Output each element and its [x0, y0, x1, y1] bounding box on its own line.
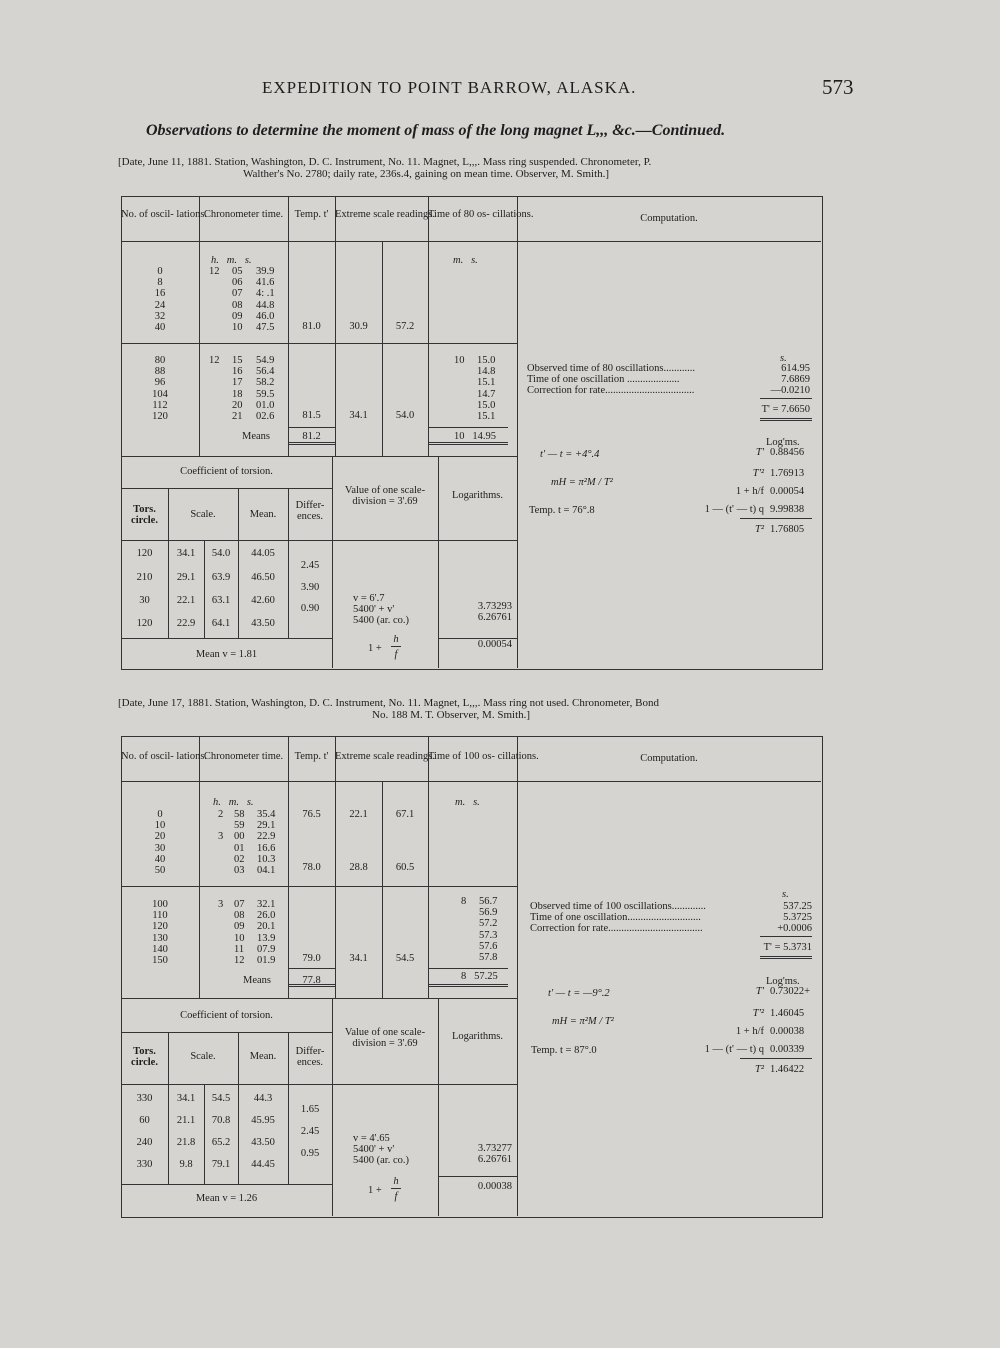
- log-value: 1.76913: [770, 468, 805, 479]
- torsion-circle: 60: [139, 1115, 150, 1126]
- means-label: Means: [242, 431, 270, 442]
- one-oscillation-label: Time of one oscillation ....................: [527, 374, 680, 385]
- section-meta-line2: No. 188 M. T. Observer, M. Smith.]: [372, 709, 531, 721]
- eq-mh: mH = π²M / T²: [551, 477, 613, 488]
- torsion-col-circle: Tors. circle.: [131, 504, 158, 527]
- observed-time-value: 614.95: [781, 363, 810, 374]
- temp-block2: 81.5: [302, 410, 321, 421]
- ext2-block1: 67.1: [395, 809, 415, 820]
- minutes-block1: 05 06 07 08 09 10: [232, 266, 243, 334]
- scale-v: v = 4'.65: [353, 1133, 390, 1144]
- frac-num: h: [393, 1176, 399, 1187]
- unit-hms: h. m. s.: [211, 255, 252, 266]
- torsion-scale2: 63.1: [211, 595, 231, 606]
- log-value: 0.00339: [770, 1044, 805, 1055]
- torsion-diff: 2.45: [300, 1126, 320, 1137]
- log-term: 1 — (t' — t) q: [704, 1044, 764, 1055]
- t-prime-value: T' = 7.6650: [761, 404, 810, 415]
- ext1-block1: 30.9: [349, 321, 368, 332]
- torsion-scale2: 63.9: [211, 572, 231, 583]
- header-extreme: Extreme scale readings.: [335, 751, 435, 762]
- page-subtitle: Observations to determine the moment of mass of the long magnet L,,, &c.—Continued.: [146, 122, 726, 139]
- torsion-scale1: 34.1: [176, 1093, 196, 1104]
- means-label: Means: [243, 975, 271, 986]
- header-time-oscillations: Time of 100 os- cillations.: [428, 751, 539, 762]
- minutes-block2: 07 08 09 10 11 12: [234, 899, 245, 967]
- torsion-col-circle: Tors. circle.: [131, 1046, 158, 1069]
- log-value: 9.99838: [770, 504, 805, 515]
- osc-block2: 80 88 96 104 112 120: [152, 355, 168, 423]
- torsion-scale1: 22.1: [176, 595, 196, 606]
- torsion-circle: 120: [136, 548, 153, 559]
- means-time: 10 14.95: [454, 431, 496, 442]
- torsion-scale2: 70.8: [211, 1115, 231, 1126]
- torsion-diff: 3.90: [300, 582, 320, 593]
- header-oscillations: No. of oscil- lations.: [121, 751, 208, 762]
- one-plus: 1 +: [368, 643, 382, 654]
- minutes-block1: 58 59 00 01 02 03: [234, 809, 245, 877]
- time-minutes-block2: 8: [461, 896, 467, 907]
- torsion-diff: 0.95: [300, 1148, 320, 1159]
- torsion-scale2: 54.5: [211, 1093, 231, 1104]
- torsion-diff: 2.45: [300, 560, 320, 571]
- frac-den: f: [394, 1191, 398, 1202]
- log-value: 0.88456: [770, 447, 805, 458]
- log-value: 3.73277: [477, 1143, 512, 1154]
- eq-temp: Temp. t = 87°.0: [531, 1045, 597, 1056]
- seconds-unit: s.: [780, 353, 787, 364]
- torsion-col-diff: Differ- ences.: [295, 500, 325, 523]
- ext2-block2: 54.0: [395, 410, 415, 421]
- unit-hms: h. m. s.: [213, 797, 254, 808]
- header-temp: Temp. t': [294, 751, 329, 762]
- torsion-mean-v: Mean v = 1.26: [195, 1193, 258, 1204]
- eq-temp-diff: t' — t = +4°.4: [540, 449, 600, 460]
- torsion-diff: 1.65: [300, 1104, 320, 1115]
- torsion-mean: 43.50: [251, 1137, 275, 1148]
- header-chronometer: Chronometer time.: [203, 209, 284, 220]
- log-term: T': [755, 986, 764, 997]
- torsion-circle: 330: [136, 1159, 153, 1170]
- torsion-scale2: 64.1: [211, 618, 231, 629]
- torsion-title: Coefficient of torsion.: [180, 466, 273, 477]
- logms-head: Log'ms.: [766, 976, 800, 987]
- observed-time-value: 537.25: [783, 901, 812, 912]
- torsion-mean-v: Mean v = 1.81: [195, 649, 258, 660]
- unit-ms: m. s.: [453, 255, 478, 266]
- seconds-block1: 35.4 29.1 22.9 16.6 10.3 04.1: [257, 809, 276, 877]
- correction-value: —0.0210: [770, 385, 810, 396]
- log-value: 0.00038: [770, 1026, 805, 1037]
- time-minutes-block2: 10: [454, 355, 465, 366]
- torsion-scale1: 22.9: [176, 618, 196, 629]
- torsion-circle: 210: [136, 572, 153, 583]
- torsion-mean: 43.50: [251, 618, 275, 629]
- seconds-block2: 32.1 26.0 20.1 13.9 07.9 01.9: [257, 899, 276, 967]
- torsion-scale1: 9.8: [179, 1159, 193, 1170]
- section-meta-line1: [Date, June 11, 1881. Station, Washington, D. C. Instrument, No. 11. Magnet, L,,,. Mass ring suspended. Chronometer, P.: [118, 156, 652, 168]
- log-value: 3.73293: [477, 601, 512, 612]
- t-prime-value: T' = 5.3731: [763, 942, 812, 953]
- temp-block2: 79.0: [302, 953, 321, 964]
- logs-head: Logarithms.: [451, 1031, 504, 1042]
- means-temp: 81.2: [302, 431, 321, 442]
- torsion-circle: 330: [136, 1093, 153, 1104]
- hours-block2: 12: [209, 355, 220, 366]
- means-time: 8 57.25: [461, 971, 498, 982]
- osc-block2: 100 110 120 130 140 150: [152, 899, 168, 967]
- running-title: EXPEDITION TO POINT BARROW, ALASKA.: [262, 78, 637, 97]
- torsion-col-mean: Mean.: [249, 1051, 277, 1062]
- log-term: 1 — (t' — t) q: [704, 504, 764, 515]
- torsion-scale2: 79.1: [211, 1159, 231, 1170]
- hours-block1: 12: [209, 266, 220, 277]
- section-meta-line1: [Date, June 17, 1881. Station, Washington, D. C. Instrument, No. 11. Magnet, L,,,. Mass ring not used. Chronometer, Bond: [118, 697, 659, 709]
- temp-block1: 76.5: [302, 809, 321, 820]
- log-term: T'²: [752, 1008, 764, 1019]
- log-term: 1 + h/f: [735, 1026, 764, 1037]
- one-plus: 1 +: [368, 1185, 382, 1196]
- one-oscillation-value: 5.3725: [783, 912, 812, 923]
- osc-block1: 0 8 16 24 32 40: [154, 266, 166, 334]
- log-value: 1.76805: [770, 524, 805, 535]
- frac-den: f: [394, 649, 398, 660]
- ext1-block2: 34.1: [349, 953, 368, 964]
- observed-time-label: Observed time of 100 oscillations.............: [530, 901, 706, 912]
- logs-head: Logarithms.: [451, 490, 504, 501]
- logms-head: Log'ms.: [766, 437, 800, 448]
- torsion-mean: 44.45: [251, 1159, 275, 1170]
- eq-temp: Temp. t = 76°.8: [529, 505, 595, 516]
- torsion-circle: 240: [136, 1137, 153, 1148]
- scale-expr1: 5400' + v': [353, 1144, 395, 1155]
- torsion-mean: 44.3: [253, 1093, 273, 1104]
- torsion-mean: 46.50: [251, 572, 275, 583]
- torsion-circle: 30: [139, 595, 150, 606]
- scale-division-head: Value of one scale- division = 3'.69: [344, 485, 426, 508]
- log-term: T'²: [752, 468, 764, 479]
- osc-block1: 0 10 20 30 40 50: [154, 809, 166, 877]
- header-time-oscillations: Time of 80 os- cillations.: [428, 209, 534, 220]
- header-chronometer: Chronometer time.: [203, 751, 284, 762]
- time-seconds-block2: 15.0 14.8 15.1 14.7 15.0 15.1: [477, 355, 496, 423]
- seconds-block2: 54.9 56.4 58.2 59.5 01.0 02.6: [256, 355, 275, 423]
- ext2-block1: 57.2: [395, 321, 415, 332]
- scale-expr2: 5400 (ar. co.): [353, 615, 409, 626]
- time-seconds-block2: 56.7 56.9 57.2 57.3 57.6 57.8: [479, 896, 498, 964]
- torsion-col-diff: Differ- ences.: [295, 1046, 325, 1069]
- eq-mh: mH = π²M / T²: [552, 1016, 614, 1027]
- torsion-mean: 45.95: [251, 1115, 275, 1126]
- temp-block1: 81.0: [302, 321, 321, 332]
- torsion-col-scale: Scale.: [190, 509, 216, 520]
- torsion-title: Coefficient of torsion.: [180, 1010, 273, 1021]
- torsion-mean: 44.05: [251, 548, 275, 559]
- log-term: T': [755, 447, 764, 458]
- torsion-scale2: 54.0: [211, 548, 231, 559]
- ext2b-block1: 60.5: [395, 862, 415, 873]
- ext1b-block1: 28.8: [349, 862, 368, 873]
- minutes-block2: 15 16 17 18 20 21: [232, 355, 243, 423]
- scale-expr2: 5400 (ar. co.): [353, 1155, 409, 1166]
- log-value: 1.46422: [770, 1064, 805, 1075]
- header-extreme: Extreme scale readings.: [335, 209, 435, 220]
- one-oscillation-label: Time of one oscillation............................: [530, 912, 701, 923]
- seconds-unit: s.: [782, 889, 789, 900]
- correction-label: Correction for rate....................................: [530, 923, 703, 934]
- torsion-scale1: 21.8: [176, 1137, 196, 1148]
- correction-label: Correction for rate..................................: [527, 385, 695, 396]
- torsion-scale1: 21.1: [176, 1115, 196, 1126]
- torsion-diff: 0.90: [300, 603, 320, 614]
- torsion-mean: 42.60: [251, 595, 275, 606]
- observed-time-label: Observed time of 80 oscillations............: [527, 363, 695, 374]
- torsion-scale1: 34.1: [176, 548, 196, 559]
- hours-block1: 2 3: [218, 809, 224, 843]
- eq-temp-diff: t' — t = —9°.2: [548, 988, 610, 999]
- ext1-block1: 22.1: [349, 809, 368, 820]
- unit-ms: m. s.: [455, 797, 480, 808]
- header-oscillations: No. of oscil- lations.: [121, 209, 208, 220]
- log-value: 0.00054: [770, 486, 805, 497]
- section-meta-line2: Walther's No. 2780; daily rate, 236s.4, gaining on mean time. Observer, M. Smith.]: [243, 168, 610, 180]
- frac-num: h: [393, 634, 399, 645]
- seconds-block1: 39.9 41.6 4: .1 44.8 46.0 47.5: [256, 266, 275, 334]
- ext2-block2: 54.5: [395, 953, 415, 964]
- correction-value: +0.0006: [777, 923, 812, 934]
- scale-v: v = 6'.7: [353, 593, 385, 604]
- torsion-col-scale: Scale.: [190, 1051, 216, 1062]
- hours-block2: 3: [218, 899, 224, 910]
- log-term: T²: [755, 1064, 764, 1075]
- log-value: 0.00054: [477, 639, 512, 650]
- scale-expr1: 5400' + v': [353, 604, 395, 615]
- torsion-scale2: 65.2: [211, 1137, 231, 1148]
- header-computation: Computation.: [640, 213, 698, 224]
- ext1-block2: 34.1: [349, 410, 368, 421]
- log-value: 0.00038: [477, 1181, 512, 1192]
- log-term: T²: [755, 524, 764, 535]
- means-temp: 77.8: [302, 975, 321, 986]
- log-term: 1 + h/f: [735, 486, 764, 497]
- log-value: 1.46045: [770, 1008, 805, 1019]
- one-oscillation-value: 7.6869: [781, 374, 810, 385]
- temp2-block1: 78.0: [302, 862, 321, 873]
- log-value: 6.26761: [477, 1154, 512, 1165]
- scale-division-head: Value of one scale- division = 3'.69: [344, 1027, 426, 1050]
- page-number: 573: [822, 75, 854, 99]
- torsion-scale1: 29.1: [176, 572, 196, 583]
- torsion-col-mean: Mean.: [249, 509, 277, 520]
- log-value: 6.26761: [477, 612, 512, 623]
- header-temp: Temp. t': [294, 209, 329, 220]
- log-value: 0.73022+: [770, 986, 811, 997]
- torsion-circle: 120: [136, 618, 153, 629]
- header-computation: Computation.: [640, 753, 698, 764]
